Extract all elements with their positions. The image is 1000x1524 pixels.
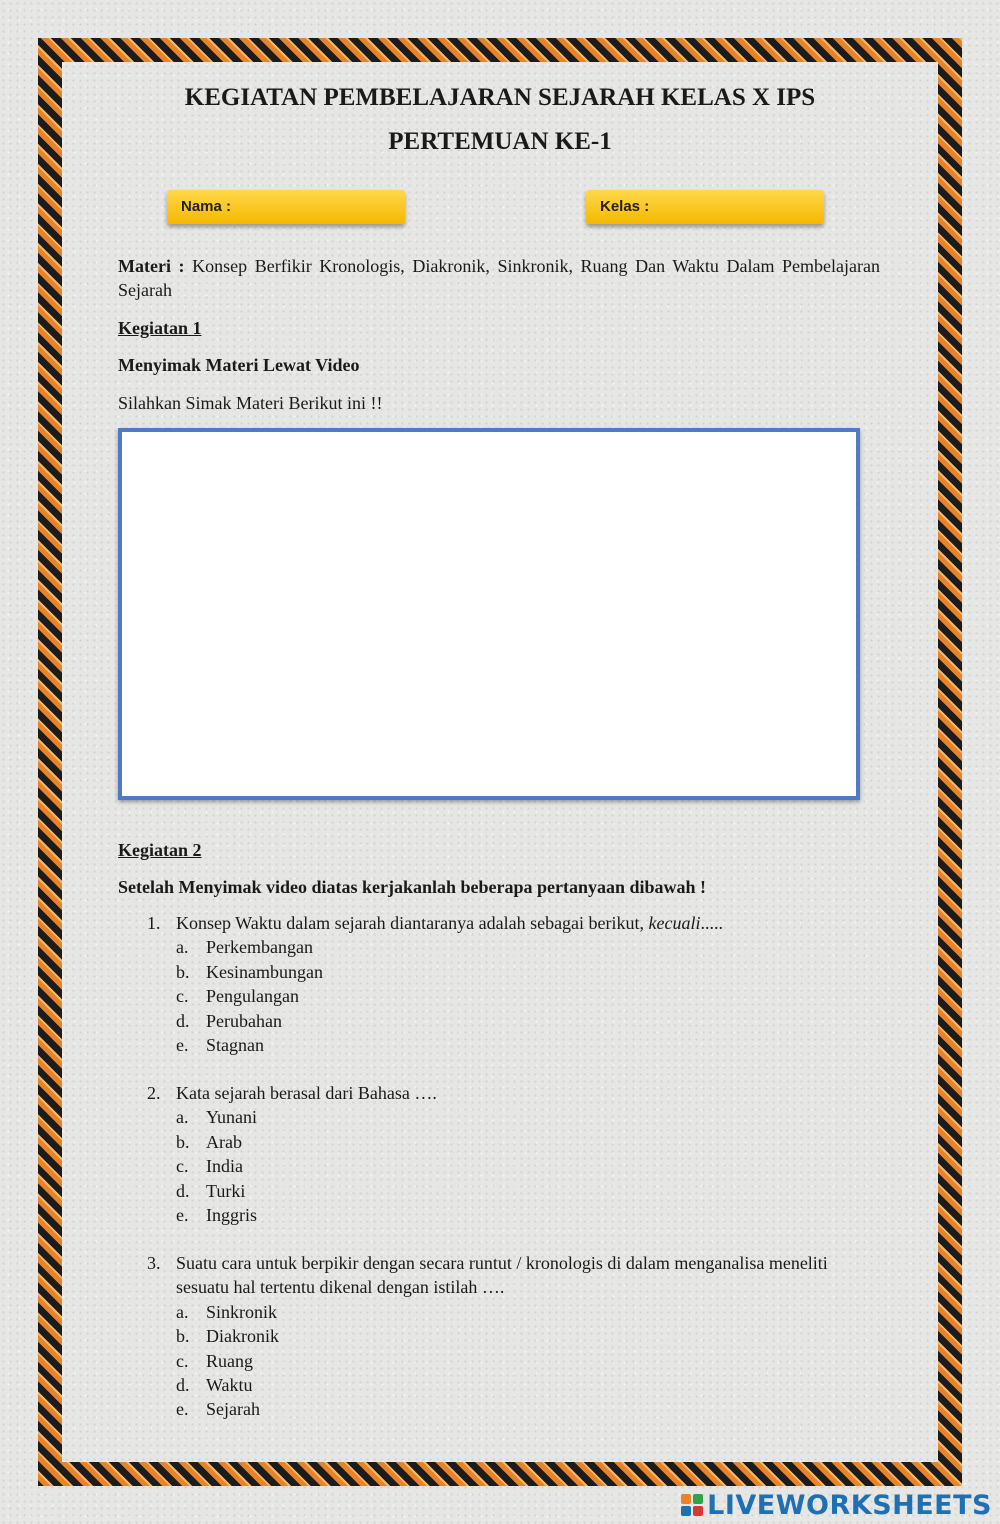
option-b[interactable]: b. Diakronik (176, 1326, 279, 1347)
option-e[interactable]: e. Inggris (176, 1205, 257, 1226)
page-title: KEGIATAN PEMBELAJARAN SEJARAH KELAS X IPS (184, 84, 816, 111)
video-player[interactable] (118, 428, 860, 800)
question-stem: Konsep Waktu dalam sejarah diantaranya adalah sebagai berikut, kecuali..... (176, 913, 724, 933)
liveworksheets-logo (681, 1490, 992, 1520)
kegiatan1-instruction: Silahkan Simak Materi Berikut ini !! (118, 393, 383, 413)
option-c[interactable]: c. Ruang (176, 1350, 253, 1371)
logo-text: LIVEWORKSHEETS (707, 1489, 992, 1521)
nama-field (167, 190, 405, 224)
option-d[interactable]: d. Perubahan (176, 1010, 282, 1031)
option-e[interactable]: e. Sejarah (176, 1399, 260, 1420)
materi-paragraph (118, 254, 880, 302)
question-3 (147, 1251, 887, 1422)
option-d[interactable]: d. Waktu (176, 1375, 253, 1396)
option-c[interactable]: c. India (176, 1156, 243, 1177)
option-c[interactable]: c. Pengulangan (176, 986, 299, 1007)
question-number: 3. (147, 1253, 161, 1273)
option-b[interactable]: b. Kesinambungan (176, 961, 323, 982)
materi-text: Konsep Berfikir Kronologis, Diakronik, Sinkronik, Ruang Dan Waktu Dalam Pembelajaran Sejarah (118, 256, 881, 300)
nama-input[interactable] (237, 195, 391, 219)
kegiatan1-subheading: Menyimak Materi Lewat Video (118, 355, 360, 375)
question-number: 1. (147, 913, 161, 933)
question-number: 2. (147, 1083, 161, 1103)
option-d[interactable]: d. Turki (176, 1180, 246, 1201)
option-b[interactable]: b. Arab (176, 1131, 242, 1152)
kegiatan2-instruction: Setelah Menyimak video diatas kerjakanlah beberapa pertanyaan dibawah ! (118, 877, 707, 897)
option-list (176, 935, 887, 1057)
question-stem: Kata sejarah berasal dari Bahasa …. (176, 1083, 437, 1103)
option-a[interactable]: a. Perkembangan (176, 937, 313, 958)
kegiatan2-heading: Kegiatan 2 (118, 840, 202, 860)
logo-mark-icon (681, 1494, 703, 1516)
kelas-input[interactable] (656, 195, 810, 219)
page-subtitle: PERTEMUAN KE-1 (388, 128, 612, 155)
question-stem: Suatu cara untuk berpikir dengan secara runtut / kronologis di dalam menganalisa meneliti sesuatu hal tertentu dikenal dengan istilah …. (176, 1253, 828, 1298)
option-list (176, 1105, 887, 1227)
option-a[interactable]: a. Yunani (176, 1107, 257, 1128)
nama-label: Nama : (181, 198, 232, 215)
question-2 (147, 1081, 887, 1227)
option-e[interactable]: e. Stagnan (176, 1035, 264, 1056)
option-list (176, 1300, 887, 1422)
kegiatan1-heading: Kegiatan 1 (118, 318, 202, 338)
question-1 (147, 911, 887, 1057)
option-a[interactable]: a. Sinkronik (176, 1301, 278, 1322)
kelas-field (586, 190, 824, 224)
kelas-label: Kelas : (600, 198, 650, 215)
materi-label: Materi : (118, 256, 185, 276)
